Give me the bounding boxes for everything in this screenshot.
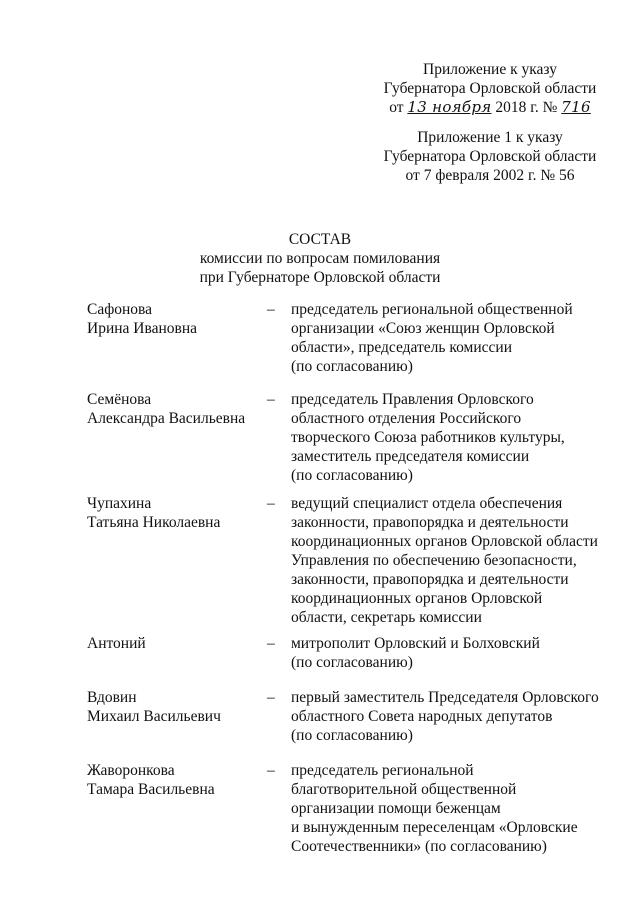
original-appendix-authority: Губернатора Орловской области	[383, 148, 597, 165]
title-line-3: при Губернаторе Орловской области	[199, 269, 441, 286]
member-given-names: Михаил Васильевич	[87, 708, 221, 725]
member-name	[87, 494, 220, 532]
member-surname: Чупахина	[87, 495, 152, 512]
original-appendix-date: от 7 февраля 2002 г. № 56	[405, 167, 575, 184]
appendix-header-current	[370, 60, 610, 117]
member-name	[87, 390, 245, 428]
member-given-names: Александра Васильевна	[87, 410, 246, 427]
member-role: митрополит Орловский и Болховский (по согласованию)	[291, 635, 540, 671]
member-name	[87, 688, 221, 726]
member-role: председатель региональной общественной организации «Союз женщин Орловской области», председатель комиссии (по согласованию)	[291, 301, 573, 375]
member-surname: Сафонова	[87, 301, 153, 318]
appendix-label: Приложение к указу	[423, 61, 557, 78]
member-role: ведущий специалист отдела обеспечения законности, правопорядка и деятельности координационных органов Орловской области Управления по обеспечению безопасности, законности, правопорядка и деятельности координационных органов Орловской области, секретарь комиссии	[291, 495, 598, 626]
member-name	[87, 300, 197, 338]
member-given-names: Татьяна Николаевна	[87, 514, 221, 531]
member-name	[87, 761, 215, 799]
appendix-authority: Губернатора Орловской области	[383, 80, 597, 97]
appendix-date-middle: 2018 г. №	[495, 99, 558, 116]
member-role: председатель региональной благотворительной общественной организации помощи беженцам и вынужденным переселенцам «Орловские Соотечественники» (по согласованию)	[291, 762, 578, 855]
member-surname: Антоний	[87, 635, 146, 652]
member-dash: –	[267, 301, 275, 318]
member-surname: Вдовин	[87, 689, 137, 706]
title-line-2: комиссии по вопросам помилования	[199, 250, 441, 267]
member-role: первый заместитель Председателя Орловского областного Совета народных депутатов (по согласованию)	[291, 689, 599, 744]
original-appendix-label: Приложение 1 к указу	[417, 129, 563, 146]
member-role: председатель Правления Орловского областного отделения Российского творческого Союза работников культуры, заместитель председателя комиссии (по согласованию)	[291, 391, 565, 484]
member-surname: Жаворонкова	[87, 762, 175, 779]
member-dash: –	[267, 391, 275, 408]
member-name	[87, 634, 146, 653]
member-dash: –	[267, 762, 275, 779]
member-dash: –	[267, 495, 275, 512]
document-title	[0, 230, 640, 287]
member-given-names: Тамара Васильевна	[87, 781, 215, 798]
member-dash: –	[267, 635, 275, 652]
member-dash: –	[267, 689, 275, 706]
appendix-date-line	[370, 98, 610, 117]
member-given-names: Ирина Ивановна	[87, 320, 198, 337]
handwritten-number: 716	[561, 98, 591, 116]
member-surname: Семёнова	[87, 391, 152, 408]
title-heading: СОСТАВ	[288, 231, 352, 248]
appendix-date-prefix: от	[389, 99, 404, 116]
handwritten-date: 13 ноября	[407, 98, 492, 116]
appendix-header-original	[370, 128, 610, 185]
